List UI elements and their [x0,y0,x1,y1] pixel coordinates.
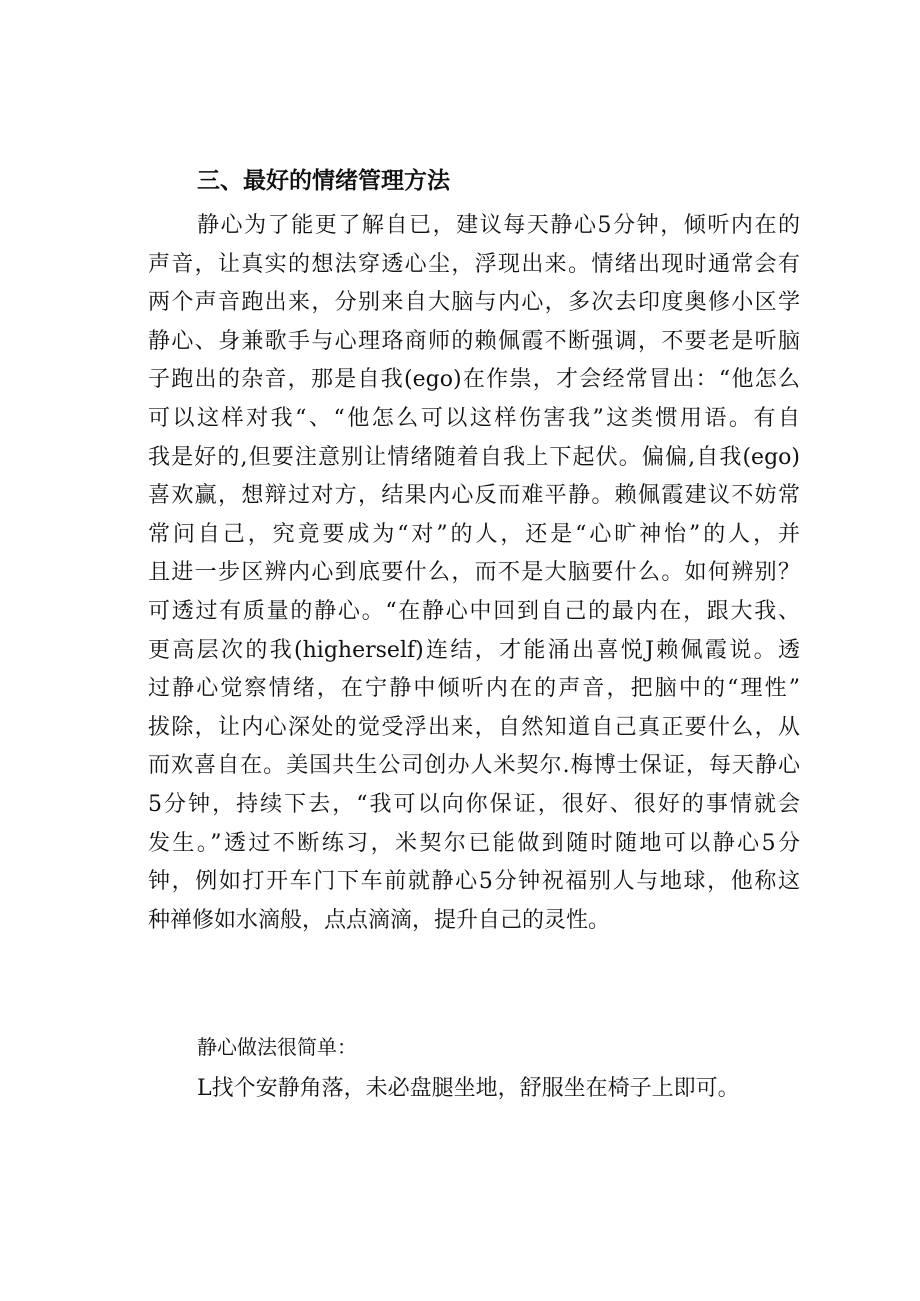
paragraph-line: 而欢喜自在。美国共生公司创办人米契尔.梅博士保证，每天静心 [148,753,800,779]
paragraph-line: 5分钟，持续下去，“我可以向你保证，很好、很好的事情就会 [148,791,800,817]
paragraph-line: 我是好的,但要注意别让情绪随着自我上下起伏。偏偏,自我(ego) [148,444,800,470]
paragraph-line: 过静心觉察情绪，在宁静中倾听内在的声音，把脑中的“理性” [148,676,800,702]
paragraph-line: 且进一步区辨内心到底要什么，而不是大脑要什么。如何辨别？ [148,560,800,586]
paragraph-line: 静心、身兼歌手与心理珞商师的赖佩霞不断强调，不要老是听脑 [148,328,800,354]
paragraph-line: 可以这样对我“、“他怎么可以这样伤害我”这类惯用语。有自 [148,405,800,431]
paragraph-line: 拔除，让内心深处的觉受浮出来，自然知道自己真正要什么，从 [148,714,800,740]
paragraph-line: 声音，让真实的想法穿透心尘，浮现出来。情绪出现时通常会有 [148,251,800,277]
section-heading: 三、最好的情绪管理方法 [197,168,450,194]
paragraph-line: 更高层次的我(higherself)连结，才能涌出喜悦J赖佩霞说。透 [148,637,800,663]
method-intro-paragraph: 静心做法很简单： [197,1035,357,1059]
paragraph-line: 两个声音跑出来，分别来自大脑与内心，多次去印度奥修小区学 [148,290,800,316]
paragraph-line: 钟，例如打开车门下车前就静心5分钟祝福别人与地球，他称这 [148,869,800,895]
paragraph-line: 可透过有质量的静心。“在静心中回到自己的最内在，跟大我、 [148,598,800,624]
paragraph-line: 喜欢赢，想辩过对方，结果内心反而难平静。赖佩霞建议不妨常 [148,483,800,509]
method-step-paragraph: L找个安静角落，未必盘腿坐地，舒服坐在椅子上即可。 [197,1076,740,1101]
main-paragraph [148,207,800,940]
paragraph-line: 发生。”透过不断练习，米契尔已能做到随时随地可以静心5分 [148,830,800,856]
paragraph-line: 静心为了能更了解自已，建议每天静心5分钟，倾听内在的 [197,213,800,238]
paragraph-line: 常问自己，究竟要成为“对”的人，还是“心旷神怡”的人，并 [148,521,800,547]
paragraph-line: 种禅修如水滴般，点点滴滴，提升自己的灵性。 [148,907,611,933]
paragraph-line: 子跑出的杂音，那是自我(ego)在作祟，才会经常冒出：“他怎么 [148,367,800,393]
